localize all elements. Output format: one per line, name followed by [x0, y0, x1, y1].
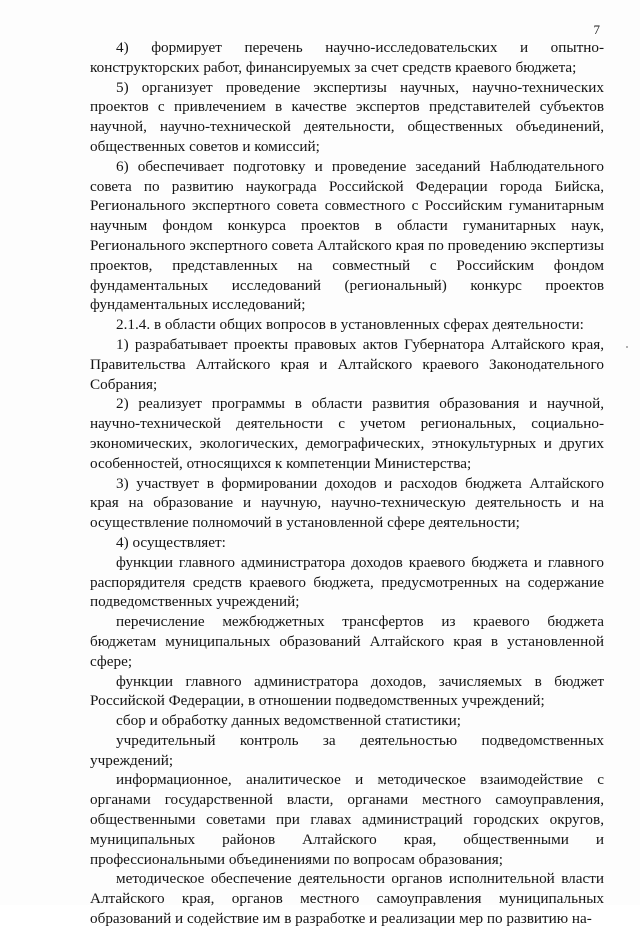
paragraph: 4) осуществляет:: [116, 533, 226, 551]
paragraph: сбор и обработку данных ведомственной статистики;: [116, 712, 461, 730]
paragraph: 4) формирует перечень научно-исследовательских и опытно-конструкторских работ, финансируемых за счет средств краевого бюджета;: [90, 39, 604, 76]
paragraph: 1) разрабатывает проекты правовых актов Губернатора Алтайского края, Правительства Алтайского края и Алтайского краевого Законодательного Собрания;: [90, 335, 604, 393]
paragraph: 3) участвует в формировании доходов и расходов бюджета Алтайского края на образование и научную, научно-техническую деятельность и на осуществление полномочий в установленной сфере деятельности;: [90, 474, 604, 532]
paragraph: учредительный контроль за деятельностью подведомственных учреждений;: [90, 731, 604, 769]
paragraph: 6) обеспечивает подготовку и проведение заседаний Наблюдательного совета по развитию наукограда Российской Федерации города Бийска, Регионального экспертного совета совместного с Российским гуманитарным научным фондом конкурса проектов в области гуманитарных наук, Регионального экспертного совета Алтайского края по проведению экспертизы проектов, представленных на совместный с Российским фондом фундаментальных исследований (региональный) конкурс проектов фундаментальных исследований;: [90, 157, 604, 314]
section-heading: 2.1.4. в области общих вопросов в установленных сферах деятельности:: [116, 316, 584, 334]
paragraph: перечисление межбюджетных трансфертов из краевого бюджета бюджетам муниципальных образований Алтайского края в установленной сфере;: [90, 613, 604, 670]
paragraph: функции главного администратора доходов, зачисляемых в бюджет Российской Федерации, в отношении подведомственных учреждений;: [90, 672, 604, 710]
page-number: 7: [593, 22, 600, 37]
paragraph: 5) организует проведение экспертизы научных, научно-технических проектов с привлечением в качестве экспертов представителей субъектов научной, научно-технической деятельности, общественных объединений, общественных советов и комиссий;: [90, 78, 604, 155]
scan-speck: [626, 346, 628, 348]
paragraph: 2) реализует программы в области развития образования и научной, научно-технической деятельности с учетом региональных, социально-экономических, экологических, демографических, этнокультурных и других особенностей, относящихся к компетенции Министерства;: [90, 395, 604, 472]
document-body: [90, 38, 604, 929]
paragraph: информационное, аналитическое и методическое взаимодействие с органами государственной власти, органами местного самоуправления, общественными советами при главах администраций городских округов, муниципальных районов Алтайского края, общественными и профессиональными объединениями по вопросам образования;: [90, 771, 604, 868]
paragraph: методическое обеспечение деятельности органов исполнительной власти Алтайского края, органов местного самоуправления муниципальных образований и содействие им в разработке и реализации мер по развитию на-: [90, 870, 604, 928]
paragraph: функции главного администратора доходов краевого бюджета и главного распорядителя средств краевого бюджета, предусмотренных на содержание подведомственных учреждений;: [90, 553, 604, 611]
